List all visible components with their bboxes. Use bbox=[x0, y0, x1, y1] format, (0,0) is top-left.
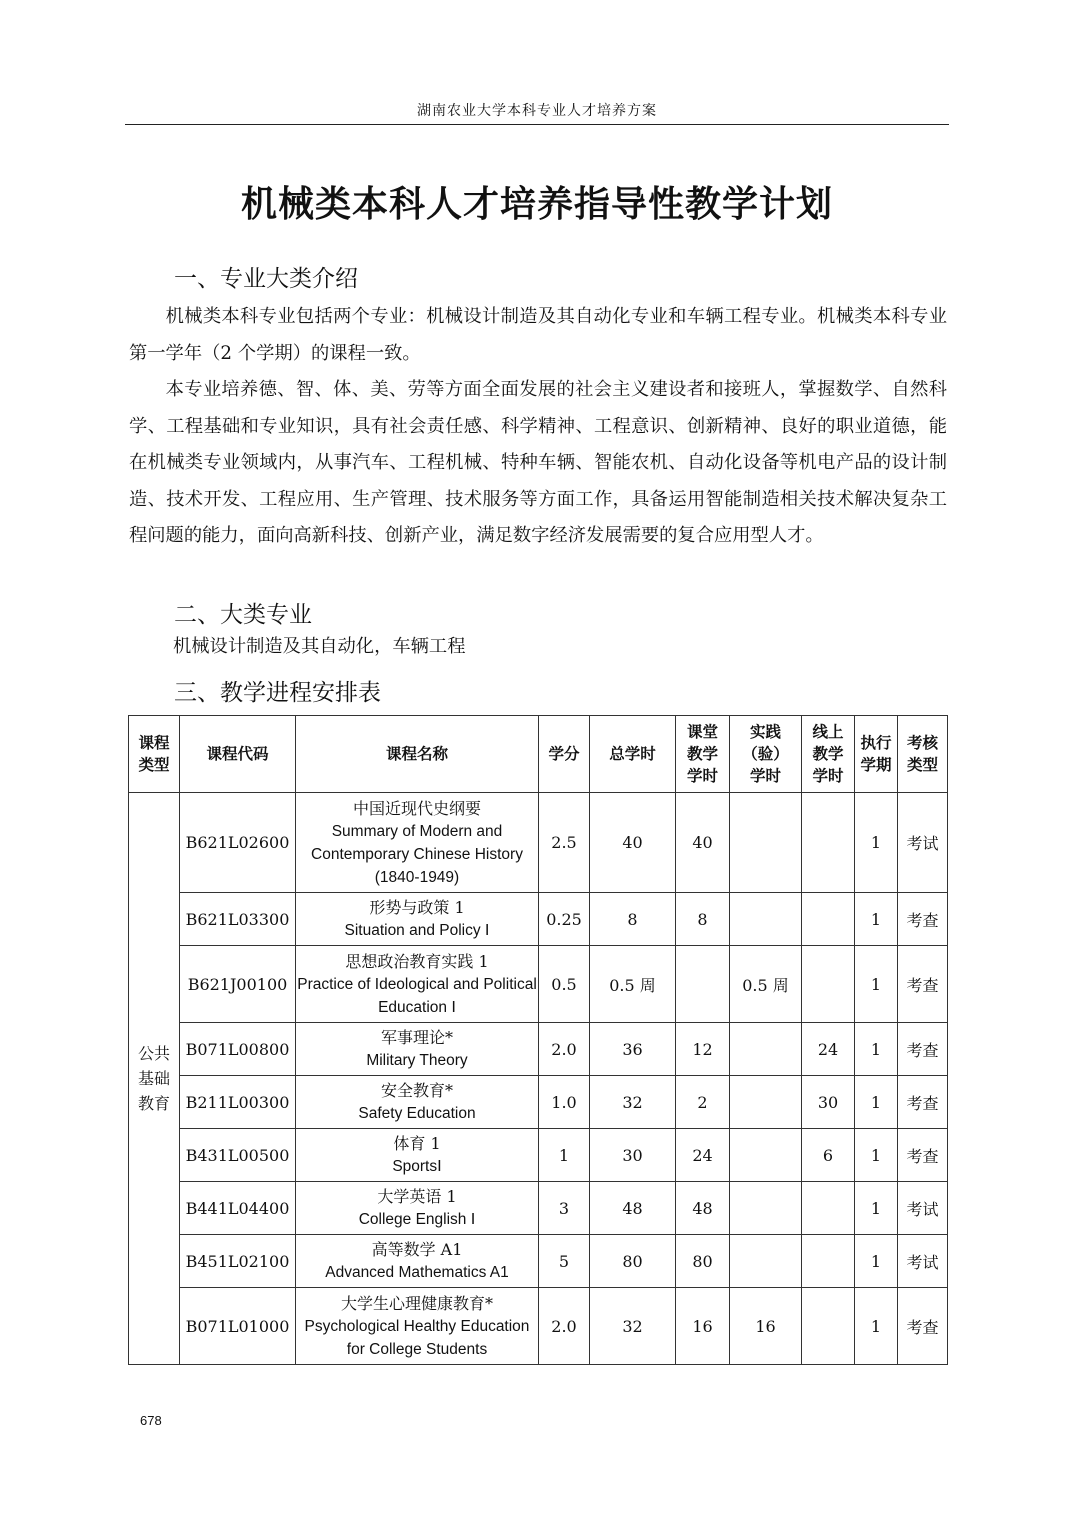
table-row bbox=[129, 946, 948, 1023]
cell-practice-hours bbox=[730, 1129, 802, 1182]
cell-online-hours bbox=[802, 793, 855, 893]
course-name-zh: 大学生心理健康教育* bbox=[340, 1293, 493, 1313]
cell-online-hours bbox=[802, 1235, 855, 1288]
table-row bbox=[129, 1076, 948, 1129]
cell-semester: 1 bbox=[855, 1129, 898, 1182]
table-row bbox=[129, 893, 948, 946]
cell-online-hours bbox=[802, 893, 855, 946]
cell-code: B621L02600 bbox=[180, 793, 296, 893]
header-course-type: 课程 类型 bbox=[129, 716, 180, 793]
cell-assessment: 考查 bbox=[898, 1129, 948, 1182]
cell-assessment: 考试 bbox=[898, 793, 948, 893]
cell-code: B621L03300 bbox=[180, 893, 296, 946]
table-row bbox=[129, 1288, 948, 1365]
cell-online-hours: 6 bbox=[802, 1129, 855, 1182]
cell-practice-hours bbox=[730, 1023, 802, 1076]
course-name-cell bbox=[296, 793, 539, 893]
cell-practice-hours bbox=[730, 1076, 802, 1129]
header-class-hours: 课堂 教学 学时 bbox=[676, 716, 730, 793]
cell-code: B431L00500 bbox=[180, 1129, 296, 1182]
cell-credit: 2.5 bbox=[539, 793, 590, 893]
cell-total-hours: 8 bbox=[590, 893, 676, 946]
intro-heading: 一、专业大类介绍 bbox=[174, 266, 358, 292]
course-category-cell: 公共 基础 教育 bbox=[129, 793, 180, 1365]
header-total-hours: 总学时 bbox=[590, 716, 676, 793]
cell-assessment: 考试 bbox=[898, 1235, 948, 1288]
header-course-name: 课程名称 bbox=[296, 716, 539, 793]
course-name-zh: 大学英语 1 bbox=[377, 1187, 457, 1206]
page-number: 678 bbox=[140, 1413, 162, 1428]
course-name-zh: 形势与政策 1 bbox=[369, 898, 465, 917]
cell-assessment: 考查 bbox=[898, 893, 948, 946]
cell-class-hours: 24 bbox=[676, 1129, 730, 1182]
course-name-zh: 安全教育* bbox=[380, 1081, 453, 1100]
cell-credit: 0.25 bbox=[539, 893, 590, 946]
cell-total-hours: 36 bbox=[590, 1023, 676, 1076]
course-name-en: Military Theory bbox=[366, 1052, 468, 1069]
cell-practice-hours bbox=[730, 1182, 802, 1235]
course-name-cell bbox=[296, 1182, 539, 1235]
table-row bbox=[129, 1129, 948, 1182]
cell-class-hours bbox=[676, 946, 730, 1023]
cell-credit: 3 bbox=[539, 1182, 590, 1235]
course-name-zh: 中国近现代史纲要 bbox=[352, 798, 481, 818]
course-name-en: Safety Education bbox=[358, 1105, 476, 1122]
cell-practice-hours bbox=[730, 893, 802, 946]
schedule-heading: 三、教学进程安排表 bbox=[174, 680, 381, 706]
course-name-cell bbox=[296, 1076, 539, 1129]
cell-code: B211L00300 bbox=[180, 1076, 296, 1129]
cell-assessment: 考试 bbox=[898, 1182, 948, 1235]
document-title: 机械类本科人才培养指导性教学计划 bbox=[240, 184, 833, 225]
cell-online-hours: 30 bbox=[802, 1076, 855, 1129]
cell-code: B071L01000 bbox=[180, 1288, 296, 1365]
course-name-en: Practice of Ideological and Political Education Ⅰ bbox=[297, 975, 537, 1016]
cell-credit: 2.0 bbox=[539, 1023, 590, 1076]
course-name-cell bbox=[296, 893, 539, 946]
header-semester: 执行 学期 bbox=[855, 716, 898, 793]
cell-credit: 2.0 bbox=[539, 1288, 590, 1365]
cell-practice-hours: 0.5 周 bbox=[730, 946, 802, 1023]
cell-online-hours: 24 bbox=[802, 1023, 855, 1076]
cell-online-hours bbox=[802, 1182, 855, 1235]
cell-total-hours: 48 bbox=[590, 1182, 676, 1235]
cell-code: B071L00800 bbox=[180, 1023, 296, 1076]
course-name-cell bbox=[296, 1288, 539, 1365]
course-name-en: Advanced Mathematics A1 bbox=[325, 1264, 509, 1281]
cell-total-hours: 40 bbox=[590, 793, 676, 893]
table-row bbox=[129, 1023, 948, 1076]
cell-total-hours: 30 bbox=[590, 1129, 676, 1182]
intro-paragraph-1: 机械类本科专业包括两个专业：机械设计制造及其自动化专业和车辆工程专业。机械类本科专业第一学年（2 个学期）的课程一致。 bbox=[129, 306, 947, 364]
header-rule bbox=[125, 124, 949, 125]
cell-semester: 1 bbox=[855, 793, 898, 893]
cell-class-hours: 8 bbox=[676, 893, 730, 946]
cell-credit: 1 bbox=[539, 1129, 590, 1182]
cell-class-hours: 48 bbox=[676, 1182, 730, 1235]
header-online-hours: 线上 教学 学时 bbox=[802, 716, 855, 793]
course-name-zh: 体育 1 bbox=[393, 1134, 441, 1153]
header-practice-hours: 实践 （验） 学时 bbox=[730, 716, 802, 793]
course-name-en: Psychological Healthy Education for College Students bbox=[304, 1317, 530, 1358]
table-body bbox=[129, 793, 948, 1365]
cell-credit: 1.0 bbox=[539, 1076, 590, 1129]
cell-total-hours: 0.5 周 bbox=[590, 946, 676, 1023]
course-name-cell bbox=[296, 1235, 539, 1288]
cell-class-hours: 2 bbox=[676, 1076, 730, 1129]
cell-practice-hours bbox=[730, 793, 802, 893]
majors-heading: 二、大类专业 bbox=[174, 602, 312, 628]
cell-assessment: 考查 bbox=[898, 1023, 948, 1076]
cell-total-hours: 80 bbox=[590, 1235, 676, 1288]
intro-paragraph-2: 本专业培养德、智、体、美、劳等方面全面发展的社会主义建设者和接班人，掌握数学、自然科学、工程基础和专业知识，具有社会责任感、科学精神、工程意识、创新精神、良好的职业道德，能在机械类专业领域内，从事汽车、工程机械、特种车辆、智能农机、自动化设备等机电产品的设计制造、技术开发、工程应用、生产管理、技术服务等方面工作，具备运用智能制造相关技术解决复杂工程问题的能力，面向高新科技、创新产业，满足数字经济发展需要的复合应用型人才。 bbox=[129, 379, 947, 547]
cell-assessment: 考查 bbox=[898, 1076, 948, 1129]
cell-code: B621J00100 bbox=[180, 946, 296, 1023]
cell-semester: 1 bbox=[855, 1023, 898, 1076]
cell-assessment: 考查 bbox=[898, 1288, 948, 1365]
cell-class-hours: 12 bbox=[676, 1023, 730, 1076]
cell-semester: 1 bbox=[855, 1288, 898, 1365]
table-row bbox=[129, 1182, 948, 1235]
cell-credit: 0.5 bbox=[539, 946, 590, 1023]
header-credit: 学分 bbox=[539, 716, 590, 793]
course-name-cell bbox=[296, 1023, 539, 1076]
cell-online-hours bbox=[802, 1288, 855, 1365]
cell-assessment: 考查 bbox=[898, 946, 948, 1023]
course-name-en: College English Ⅰ bbox=[358, 1211, 476, 1228]
course-name-zh: 军事理论* bbox=[380, 1028, 453, 1047]
running-header: 湖南农业大学本科专业人才培养方案 bbox=[417, 103, 657, 119]
cell-total-hours: 32 bbox=[590, 1076, 676, 1129]
cell-class-hours: 80 bbox=[676, 1235, 730, 1288]
cell-credit: 5 bbox=[539, 1235, 590, 1288]
cell-total-hours: 32 bbox=[590, 1288, 676, 1365]
cell-practice-hours: 16 bbox=[730, 1288, 802, 1365]
cell-practice-hours bbox=[730, 1235, 802, 1288]
majors-text: 机械设计制造及其自动化，车辆工程 bbox=[173, 636, 466, 657]
course-name-zh: 高等数学 A1 bbox=[371, 1240, 463, 1259]
course-name-cell bbox=[296, 1129, 539, 1182]
cell-online-hours bbox=[802, 946, 855, 1023]
header-course-code: 课程代码 bbox=[180, 716, 296, 793]
table-header-row bbox=[129, 716, 948, 793]
teaching-schedule-table bbox=[128, 715, 948, 1365]
course-name-cell bbox=[296, 946, 539, 1023]
cell-class-hours: 16 bbox=[676, 1288, 730, 1365]
cell-semester: 1 bbox=[855, 1235, 898, 1288]
table-row bbox=[129, 793, 948, 893]
course-name-en: Situation and Policy Ⅰ bbox=[344, 922, 490, 939]
cell-class-hours: 40 bbox=[676, 793, 730, 893]
cell-code: B451L02100 bbox=[180, 1235, 296, 1288]
cell-semester: 1 bbox=[855, 1182, 898, 1235]
cell-semester: 1 bbox=[855, 1076, 898, 1129]
cell-semester: 1 bbox=[855, 893, 898, 946]
cell-code: B441L04400 bbox=[180, 1182, 296, 1235]
course-name-en: SportsⅠ bbox=[392, 1158, 442, 1175]
header-assessment: 考核 类型 bbox=[898, 716, 948, 793]
cell-semester: 1 bbox=[855, 946, 898, 1023]
course-name-en: Summary of Modern and Contemporary Chinese History (1840-1949) bbox=[311, 822, 523, 886]
table-row bbox=[129, 1235, 948, 1288]
course-name-zh: 思想政治教育实践 1 bbox=[345, 951, 489, 971]
